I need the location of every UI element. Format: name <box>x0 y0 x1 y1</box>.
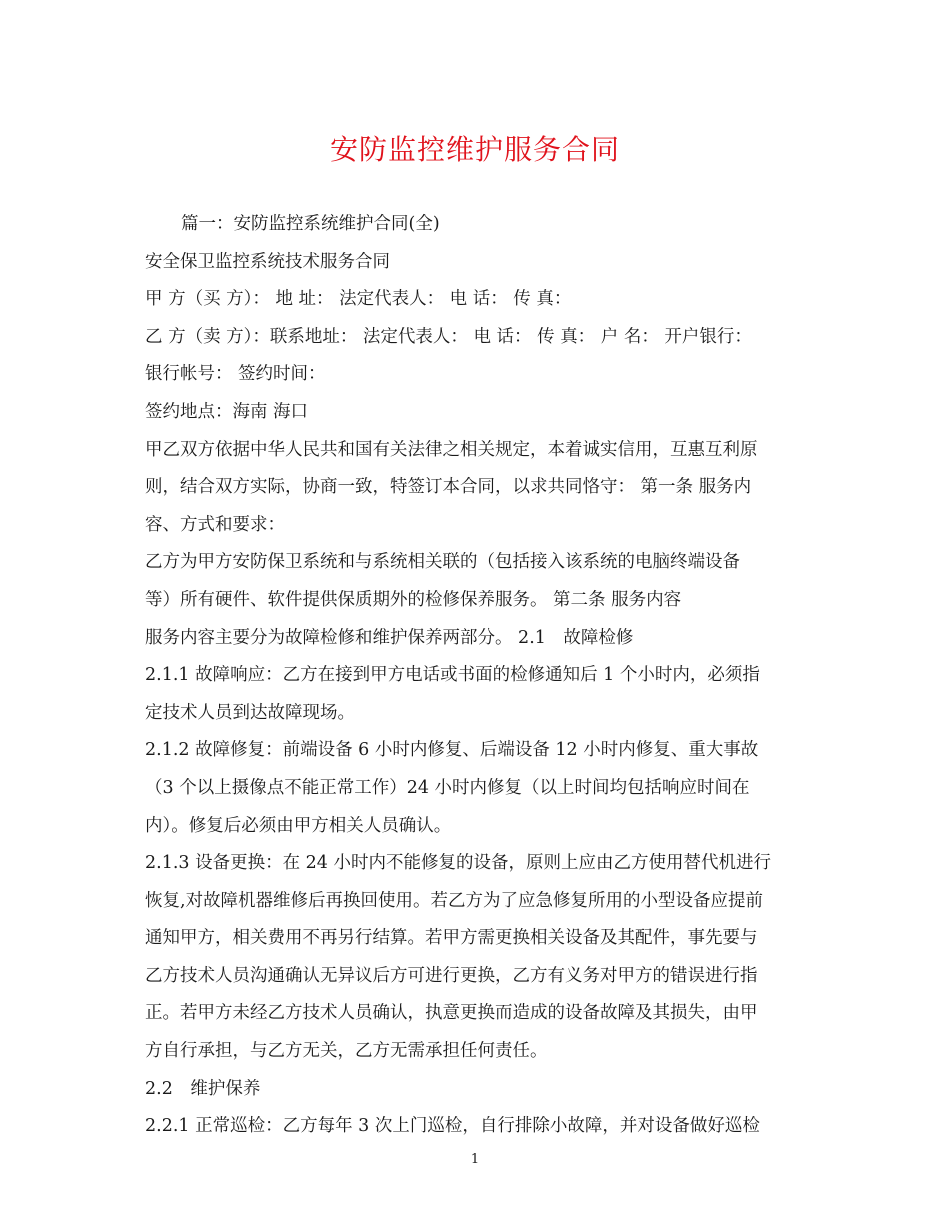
clause-line: 通知甲方，相关费用不再另行结算。若甲方需更换相关设备及其配件，事先要与 <box>145 928 758 949</box>
document-body <box>145 206 810 1146</box>
contract-subtitle: 安全保卫监控系统技术服务合同 <box>145 251 390 272</box>
section-heading: 篇一：安防监控系统维护合同(全) <box>181 214 440 234</box>
clause-line: 恢复,对故障机器维修后再换回使用。若乙方为了应急修复所用的小型设备应提前 <box>145 890 764 911</box>
page-number: 1 <box>470 1152 480 1167</box>
clause-line: 定技术人员到达故障现场。 <box>145 702 355 723</box>
clause-line: 2.2.1 正常巡检：乙方每年 3 次上门巡检，自行排除小故障，并对设备做好巡检 <box>145 1116 760 1137</box>
document-title: 安防监控维护服务合同 <box>329 133 620 166</box>
subsection-heading: 2.2 维护保养 <box>145 1078 261 1099</box>
paragraph-line: 乙方为甲方安防保卫系统和与系统相关联的（包括接入该系统的电脑终端设备 <box>145 552 740 573</box>
paragraph-line: 则，结合双方实际，协商一致，特签订本合同，以求共同恪守： 第一条 服务内 <box>145 477 752 498</box>
clause-line: 正。若甲方未经乙方技术人员确认，执意更换而造成的设备故障及其损失，由甲 <box>145 1003 758 1024</box>
paragraph-line: 服务内容主要分为故障检修和维护保养两部分。 2.1 故障检修 <box>145 627 634 648</box>
party-a-line: 甲 方（买 方）： 地 址： 法定代表人： 电 话： 传 真： <box>145 289 572 310</box>
bank-account-line: 银行帐号： 签约时间： <box>145 364 326 385</box>
clause-line: 2.1.3 设备更换：在 24 小时内不能修复的设备，原则上应由乙方使用替代机进行 <box>145 853 771 874</box>
clause-line: 方自行承担，与乙方无关，乙方无需承担任何责任。 <box>145 1041 548 1062</box>
clause-line: （3 个以上摄像点不能正常工作）24 小时内修复（以上时间均包括响应时间在 <box>145 777 750 798</box>
clause-line: 2.1.2 故障修复：前端设备 6 小时内修复、后端设备 12 小时内修复、重大事故 <box>145 740 759 761</box>
signing-location-line: 签约地点：海南 海口 <box>145 401 309 422</box>
clause-line: 2.1.1 故障响应：乙方在接到甲方电话或书面的检修通知后 1 个小时内，必须指 <box>145 665 760 686</box>
paragraph-line: 容、方式和要求： <box>145 514 285 535</box>
clause-line: 乙方技术人员沟通确认无异议后方可进行更换，乙方有义务对甲方的错误进行指 <box>145 965 758 986</box>
clause-line: 内）。修复后必须由甲方相关人员确认。 <box>145 815 452 836</box>
paragraph-line: 甲乙双方依据中华人民共和国有关法律之相关规定，本着诚实信用，互惠互利原 <box>145 439 758 460</box>
paragraph-line: 等）所有硬件、软件提供保质期外的检修保养服务。 第二条 服务内容 <box>145 589 682 610</box>
party-b-line: 乙 方（卖 方）：联系地址： 法定代表人： 电 话： 传 真： 户 名： 开户银行： <box>145 326 752 347</box>
